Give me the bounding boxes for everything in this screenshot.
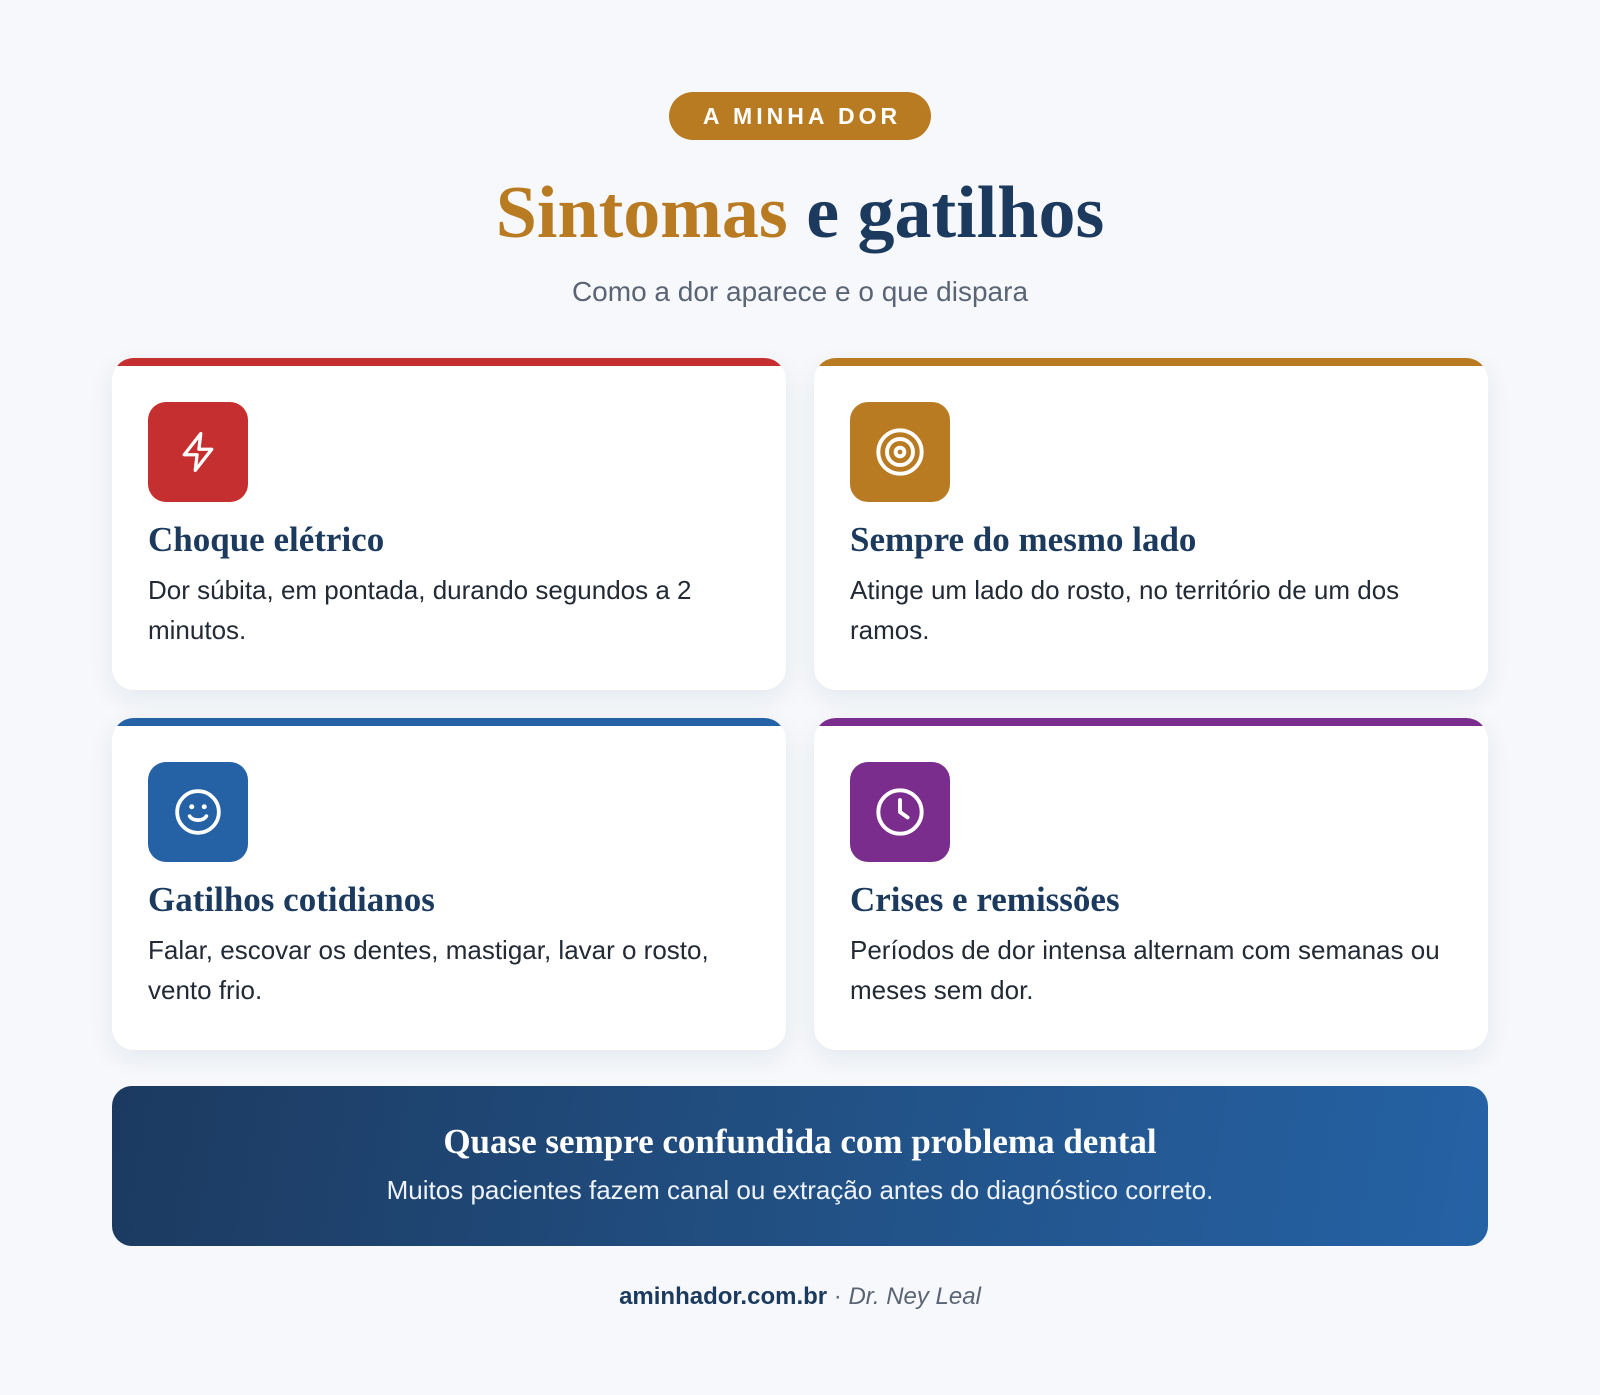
symptom-card-crises xyxy=(814,718,1488,1050)
card-text: Atinge um lado do rosto, no território de um dos ramos. xyxy=(850,575,1400,645)
symptom-card-electric-shock xyxy=(112,358,786,690)
page-title xyxy=(0,168,1600,258)
card-accent-bar xyxy=(112,718,786,726)
symptom-card-same-side xyxy=(814,358,1488,690)
info-banner xyxy=(112,1086,1488,1246)
banner-text: Muitos pacientes fazem canal ou extração antes do diagnóstico correto. xyxy=(386,1175,1214,1205)
card-accent-bar xyxy=(814,718,1488,726)
smiley-icon xyxy=(173,787,223,837)
card-text: Períodos de dor intensa alternam com semanas ou meses sem dor. xyxy=(850,935,1440,1005)
lightning-icon xyxy=(176,428,220,476)
card-icon-box xyxy=(850,762,950,862)
page-subtitle: Como a dor aparece e o que dispara xyxy=(571,276,1029,307)
banner-title: Quase sempre confundida com problema dental xyxy=(443,1122,1157,1161)
card-accent-bar xyxy=(814,358,1488,366)
card-accent-bar xyxy=(112,358,786,366)
card-icon-box xyxy=(148,762,248,862)
clock-icon xyxy=(874,786,926,838)
card-icon-box xyxy=(148,402,248,502)
card-title: Crises e remissões xyxy=(850,880,1120,919)
card-title: Choque elétrico xyxy=(148,520,385,559)
badge-container xyxy=(0,92,1600,140)
card-text: Falar, escovar os dentes, mastigar, lavar o rosto, vento frio. xyxy=(148,935,709,1005)
card-title: Gatilhos cotidianos xyxy=(148,880,435,919)
footer-site-link[interactable]: aminhador.com.br xyxy=(619,1283,828,1310)
card-title: Sempre do mesmo lado xyxy=(850,520,1197,559)
footer-author: Dr. Ney Leal xyxy=(848,1283,981,1310)
footer xyxy=(0,1280,1600,1314)
target-icon xyxy=(874,426,926,478)
page-title-accent: Sintomas xyxy=(495,172,788,254)
card-text: Dor súbita, em pontada, durando segundos a 2 minutos. xyxy=(148,575,692,645)
card-icon-box xyxy=(850,402,950,502)
section-badge: A MINHA DOR xyxy=(669,92,931,140)
page-title-rest: e gatilhos xyxy=(787,172,1105,254)
footer-separator: · xyxy=(827,1283,849,1310)
symptom-card-daily-triggers xyxy=(112,718,786,1050)
